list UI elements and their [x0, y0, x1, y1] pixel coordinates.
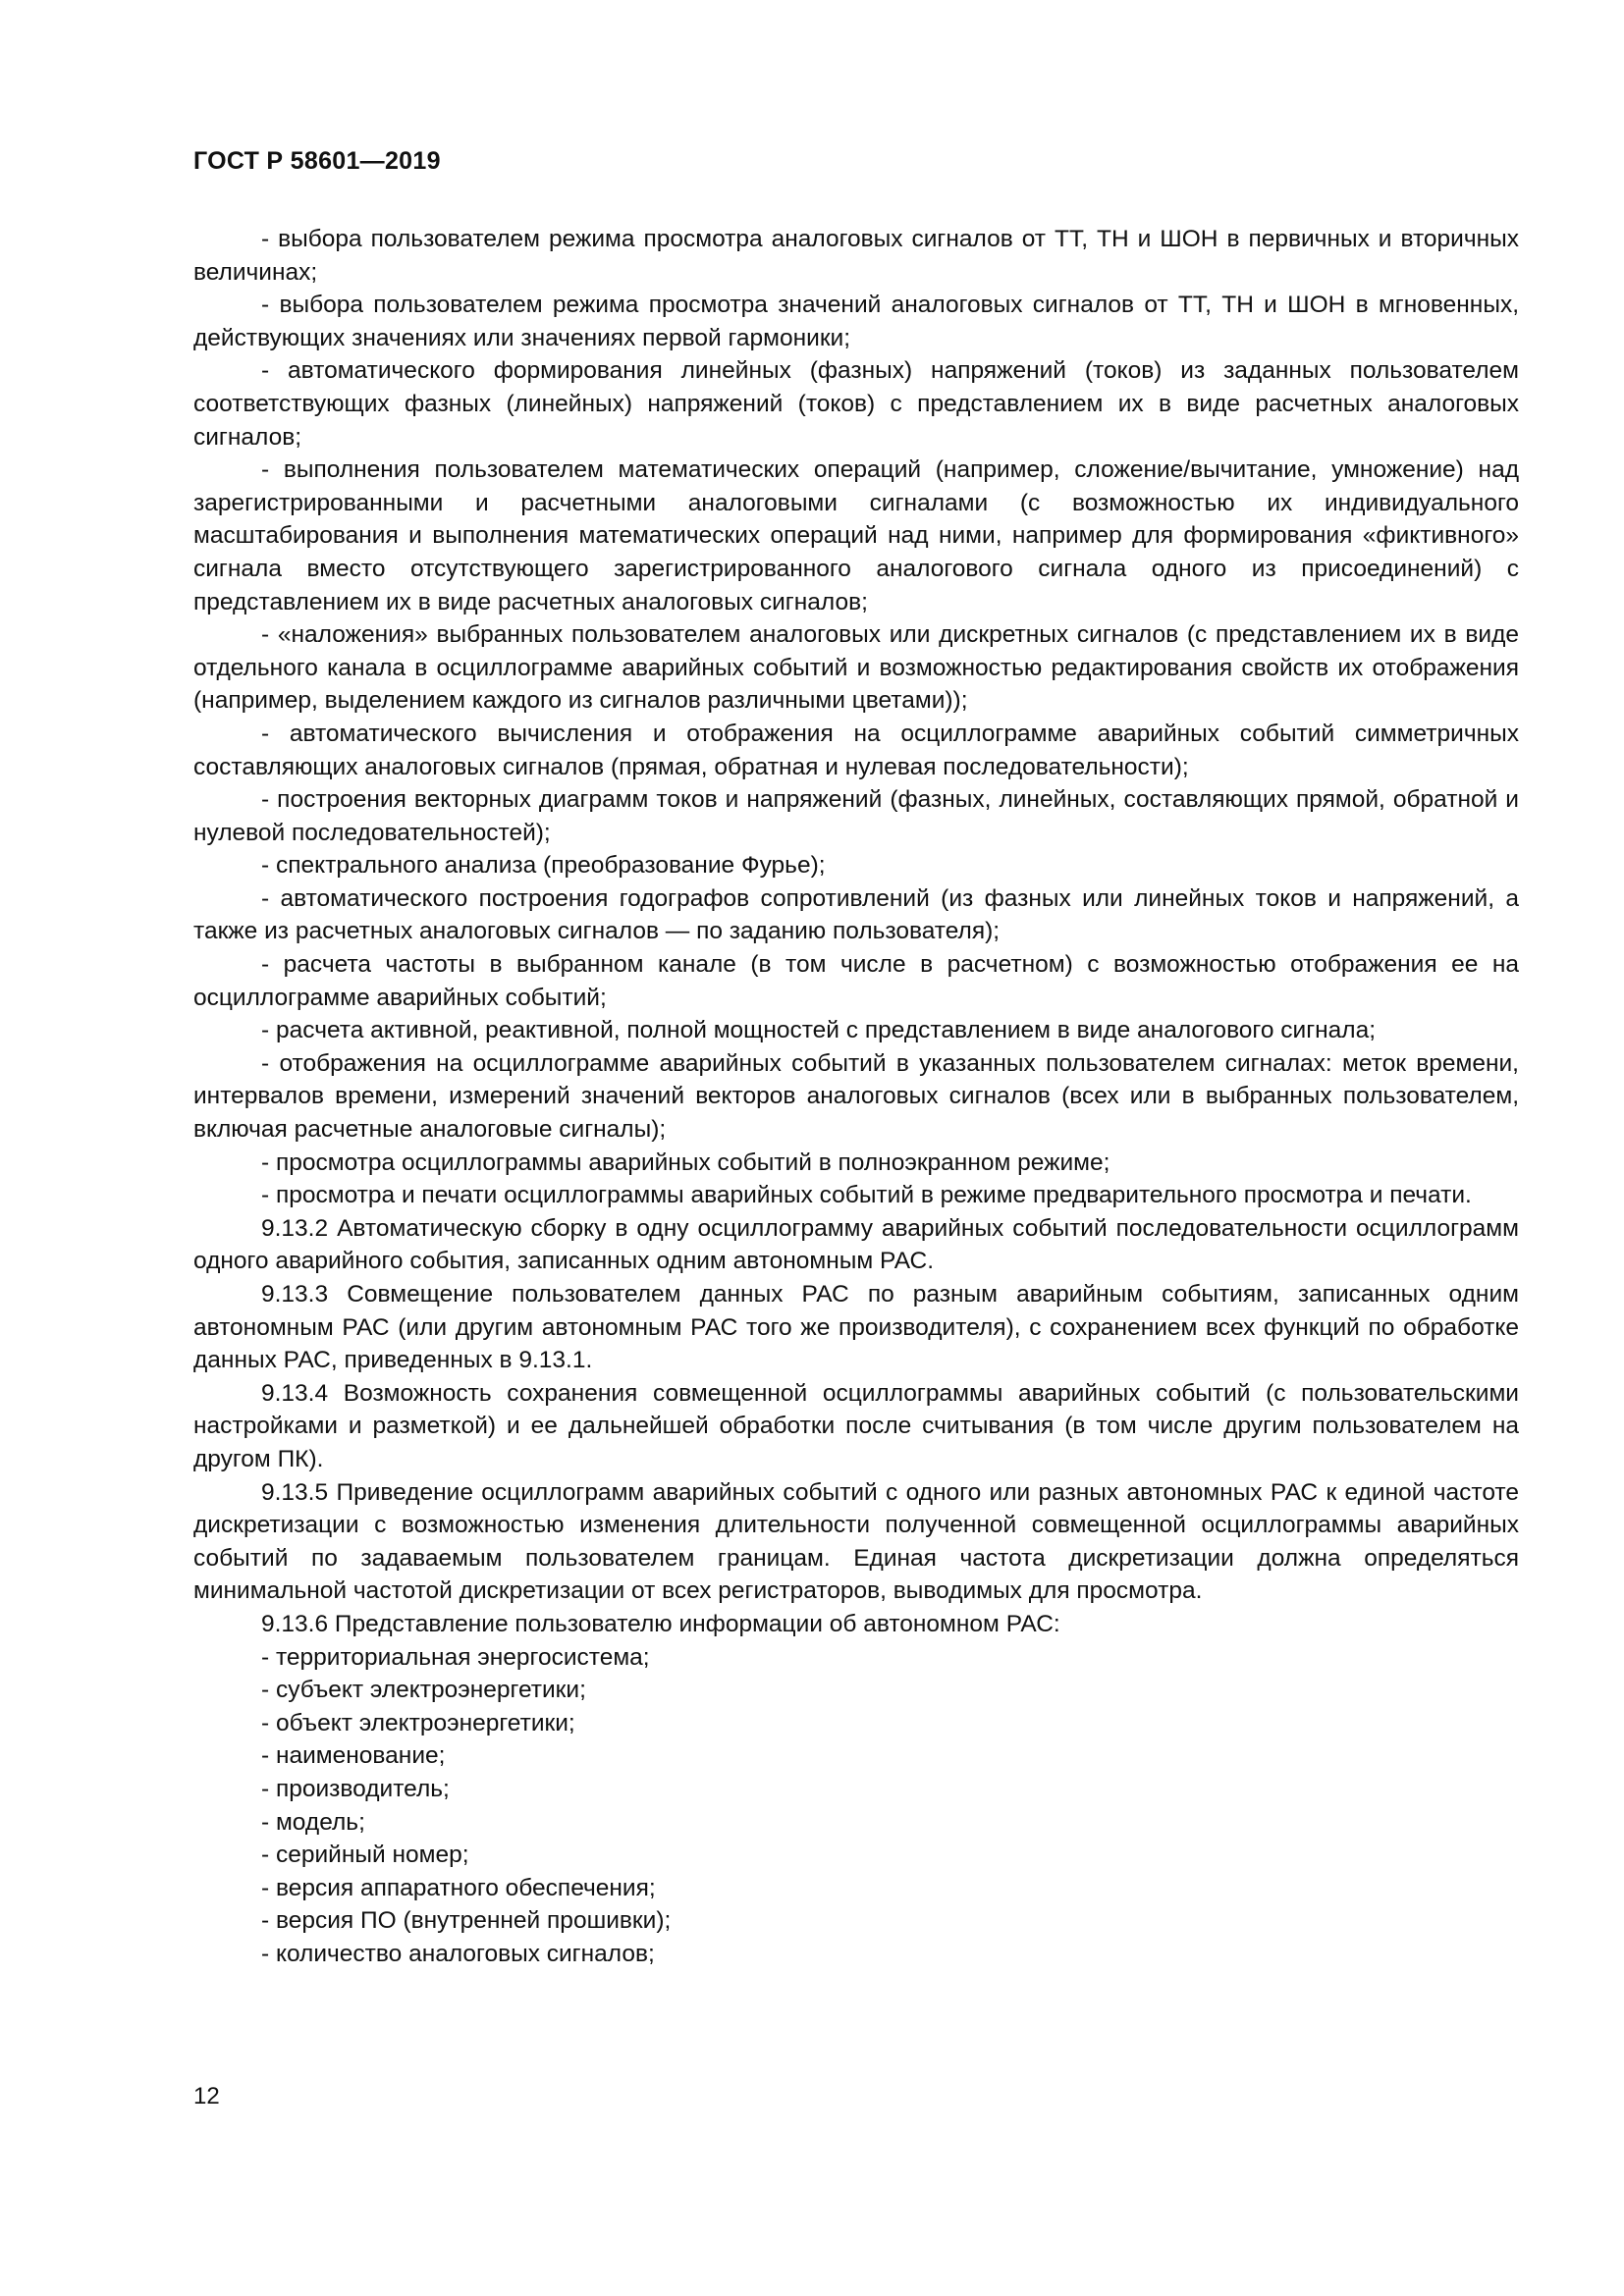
paragraph: - выбора пользователем режима просмотра значений аналоговых сигналов от ТТ, ТН и ШОН в мгновенных, действующих значениях или значениях первой гармоники; — [193, 292, 1519, 351]
paragraph: 9.13.2 Автоматическую сборку в одну осциллограмму аварийных событий последовательности осциллограмм одного аварийного события, записанных одним автономным РАС. — [193, 1214, 1519, 1275]
paragraph: - автоматического формирования линейных (фазных) напряжений (токов) из заданных пользователем соответствующих фазных (линейных) напряжений (токов) с представлением их в виде расчетных аналоговых сигналов; — [193, 357, 1519, 451]
paragraph: - расчета активной, реактивной, полной мощностей с представлением в виде аналогового сигнала; — [261, 1017, 1377, 1044]
paragraph: - «наложения» выбранных пользователем аналоговых или дискретных сигналов (с представлением их в виде отдельного канала в осциллограмме аварийных событий и возможностью редактирования свойств их отображения (например, выделением каждого из сигналов различными цветами)); — [193, 621, 1519, 715]
info-list — [193, 1641, 1519, 1971]
page-body — [193, 223, 1519, 1970]
paragraph: - спектрального анализа (преобразование Фурье); — [261, 852, 826, 880]
list-item: - субъект электроэнергетики; — [261, 1677, 586, 1704]
paragraph: - автоматического построения годографов сопротивлений (из фазных или линейных токов и напряжений, а также из расчетных аналоговых сигналов — по заданию пользователя); — [193, 884, 1519, 945]
list-item: - производитель; — [261, 1775, 450, 1802]
list-item: - наименование; — [261, 1742, 446, 1770]
list-item: - версия ПО (внутренней прошивки); — [261, 1907, 672, 1935]
list-item: - версия аппаратного обеспечения; — [261, 1874, 656, 1901]
list-item: - серийный номер; — [261, 1842, 469, 1869]
page-number: 12 — [193, 2083, 220, 2109]
paragraph: - автоматического вычисления и отображения на осциллограмме аварийных событий симметричных составляющих аналоговых сигналов (прямая, обратная и нулевая последовательности); — [193, 720, 1519, 780]
paragraph: - просмотра осциллограммы аварийных событий в полноэкранном режиме; — [261, 1148, 1110, 1176]
paragraph: - построения векторных диаграмм токов и напряжений (фазных, линейных, составляющих прямой, обратной и нулевой последовательностей); — [193, 786, 1519, 846]
paragraph: - отображения на осциллограмме аварийных событий в указанных пользователем сигналах: меток времени, интервалов времени, измерений значений векторов аналоговых сигналов (всех или в выбранных пользователем, включая расчетные аналоговые сигналы); — [193, 1049, 1519, 1144]
list-item: - территориальная энергосистема; — [261, 1643, 650, 1671]
paragraph: - расчета частоты в выбранном канале (в том числе в расчетном) с возможностью отображения ее на осциллограмме аварийных событий; — [193, 951, 1519, 1011]
paragraph: 9.13.5 Приведение осциллограмм аварийных событий с одного или разных автономных РАС к единой частоте дискретизации с возможностью изменения длительности полученной совмещенной осциллограммы аварийных событий по задаваемым пользователем границам. Единая частота дискретизации должна определяться минимальной частотой дискретизации от всех регистраторов, выводимых для просмотра. — [193, 1478, 1519, 1605]
paragraph: - выполнения пользователем математических операций (например, сложение/вычитание, умножение) над зарегистрированными и расчетными аналоговыми сигналами (с возможностью их индивидуального масштабирования и выполнения математических операций над ними, например для формирования «фиктивного» сигнала вместо отсутствующего зарегистрированного аналогового сигнала одного из присоединений) с представлением их в виде расчетных аналоговых сигналов; — [193, 456, 1519, 615]
list-item: - количество аналоговых сигналов; — [261, 1940, 655, 1967]
document-header: ГОСТ Р 58601—2019 — [193, 147, 441, 175]
list-item: - объект электроэнергетики; — [261, 1709, 575, 1736]
paragraph: 9.13.4 Возможность сохранения совмещенной осциллограммы аварийных событий (с пользовательскими настройками и разметкой) и ее дальнейшей обработки после считывания (в том числе другим пользователем на другом ПК). — [193, 1379, 1519, 1472]
paragraph: - выбора пользователем режима просмотра аналоговых сигналов от ТТ, ТН и ШОН в первичных и вторичных величинах; — [193, 226, 1519, 286]
paragraph: - просмотра и печати осциллограммы аварийных событий в режиме предварительного просмотра и печати. — [261, 1182, 1472, 1209]
paragraph: 9.13.6 Представление пользователю информации об автономном РАС: — [261, 1610, 1060, 1637]
paragraph: 9.13.3 Совмещение пользователем данных РАС по разным аварийным событиям, записанных одним автономным РАС (или другим автономным РАС того же производителя), с сохранением всех функций по обработке данных РАС, приведенных в 9.13.1. — [193, 1281, 1519, 1374]
list-item: - модель; — [261, 1808, 365, 1836]
